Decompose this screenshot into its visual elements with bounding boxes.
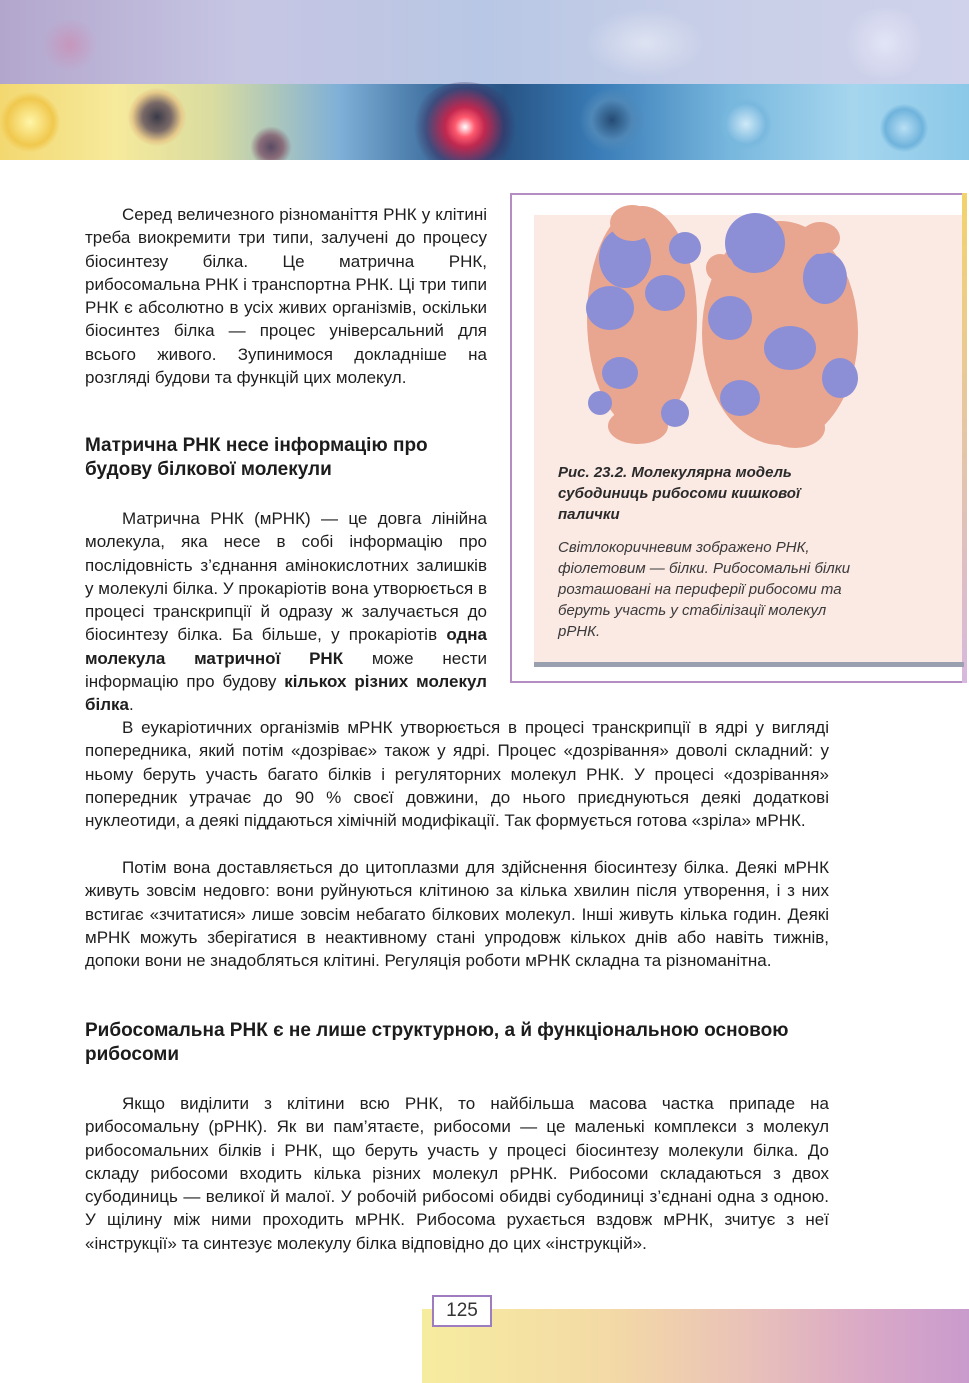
figure-caption-text: Світлокоричневим зображено РНК, фіолетовим — білки. Рибосомальні білки розташовані на периферії рибосоми та беруть участь у стабілізації молекул рРНК. [558,539,851,640]
paragraph-text: Матрична РНК (мРНК) — це довга лінійна молекула, яка несе в собі інформацію про послідовність з’єднання амінокислотних залишків у молекулі білка. У прокаріотів вона утворюється в процесі транскрипції й одразу ж залучається до біосинтезу білка. Ба більше, у прокаріотів [85,509,487,645]
banner-cell-decoration [840,8,930,78]
paragraph-text: може нести інформацію про будову [85,648,487,692]
paragraph-text: . [129,695,134,715]
section-heading-mrna: Матрична РНК несе інформацію про будову білкової молекули [85,435,428,480]
ribosome-small-subunit [586,205,701,444]
section-heading-rrna: Рибосомальна РНК є не лише структурною, а й функціональною основою рибосоми [85,1020,789,1065]
ribosome-large-subunit [702,213,858,448]
eukaryotic-mrna-paragraph: В еукаріотичних організмів мРНК утворюється в процесі транскрипції в ядрі у вигляді попередника, який потім «дозріває» також у ядрі. Процес «дозрівання» доволі складний: у ньому беруть участь багато білків і регуляторних молекул РНК. У процесі «дозрівання» попередник утрачає до 90 % своєї довжини, до нього приєднуються деякі додаткові нуклеотиди, а деякі піддаються хімічній модифікації. Так формується готова «зріла» мРНК. [85,718,829,831]
banner-cell-decoration [128,88,186,146]
rrna-paragraph: Якщо виділити з клітини всю РНК, то найбільша масова частка припаде на рибосомальну (рРНК). Як ви пам’ятаєте, рибосоми — це маленькі комплекси з молекул рибосомальних білків і РНК, що беруть участь у процесі біосинтезу молекули білка. До складу рибосоми входить кілька різних молекул рРНК. Рибосоми складаються з двох субодиниць — великої й малої. У робочій рибосомі обидві субодиниці з’єднані одна з одною. У щілину між ними проходить мРНК. Рибосома рухається вздовж мРНК, зчитує з неї «інструкції» та синтезує молекулу білка відповідно до цих «інструкцій». [85,1094,829,1253]
banner-top-band [0,0,969,84]
banner-cell-decoration [580,88,644,152]
banner-cell-decoration [0,92,60,152]
banner-cell-decoration [585,8,705,78]
bold-term: кількох різних молекул білка [85,672,487,715]
figure-caption-title: Рис. 23.2. Молекулярна модель субодиниць рибосоми кишкової палички [558,464,801,523]
footer-band [422,1309,969,1383]
mrna-lifetime-paragraph: Потім вона доставляється до цитоплазми для здійснення біосинтезу білка. Деякі мРНК живуть зовсім недовго: вони руйнуються клітиною за кілька хвилин після утворення, і з них встигає «зчитатися» лише зовсім небагато білкових молекул. Інші живуть кілька годин. Деякі мРНК можуть зберігатися в неактивному стані упродовж кількох днів або навіть тижнів, допоки вони не знадобляться клітині. Регуляція роботи мРНК складна та різноманітна. [85,858,829,971]
banner-cell-decoration [720,98,772,150]
header-banner [0,0,969,160]
intro-paragraph: Серед величезного різноманіття РНК у клітині треба виокремити три типи, залучені до процесу біосинтезу білка. Це матрична РНК, рибосомальна РНК і транспортна РНК. Ці три типи РНК є абсолютно в усіх живих організмів, оскільки біосинтез білка — процес універсальний для всього живого. Зупинимося докладніше на розгляді будови та функцій цих молекул. [85,205,487,388]
ribosome-molecular-model [580,198,860,456]
banner-cell-decoration [40,20,100,70]
mrna-definition-paragraph [85,507,487,717]
figure-side-stripe [962,193,967,683]
banner-cell-decoration [250,126,292,160]
bold-term: одна молекула матричної РНК [85,625,487,668]
figure-bottom-shadow [534,662,964,667]
banner-cell-decoration [880,104,928,152]
page-number: 125 [432,1295,492,1327]
